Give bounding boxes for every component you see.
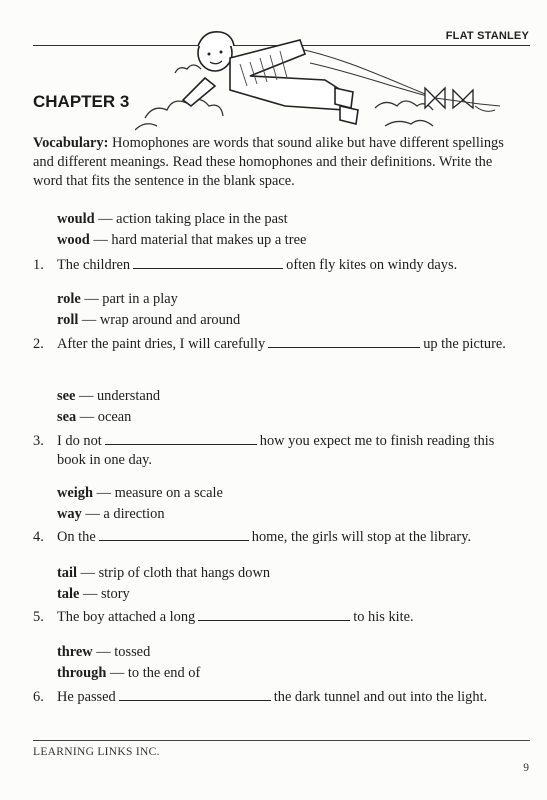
question-number: 4. — [33, 529, 44, 545]
question-text: home, the girls will stop at the library. — [251, 529, 472, 545]
question-number: 3. — [33, 433, 44, 449]
question-text: the dark tunnel and out into the light. — [273, 689, 488, 705]
homophone-pair — [57, 563, 270, 605]
question — [33, 688, 523, 707]
homophone-definition: — to the end of — [106, 665, 201, 681]
answer-blank[interactable] — [198, 608, 350, 621]
flying-boy-kite-illustration — [135, 18, 505, 146]
publisher-name: LEARNING LINKS INC. — [33, 746, 160, 758]
question — [33, 335, 523, 354]
answer-blank[interactable] — [105, 432, 257, 445]
question-number: 2. — [33, 336, 44, 352]
question-number: 6. — [33, 689, 44, 705]
question-text: I do not — [57, 433, 102, 449]
question — [33, 528, 523, 547]
question — [33, 256, 523, 275]
question-text: He passed — [57, 689, 116, 705]
question-text: After the paint dries, I will carefully — [57, 336, 266, 352]
homophone-definition: — hard material that makes up a tree — [89, 232, 307, 248]
homophone-word: wood — [57, 232, 90, 248]
homophone-pair — [57, 642, 200, 684]
homophone-definition: — a direction — [81, 506, 165, 522]
homophone-definition: — tossed — [92, 644, 151, 660]
homophone-word: way — [57, 506, 82, 522]
question — [33, 432, 523, 470]
homophone-pair — [57, 209, 306, 251]
homophone-word: role — [57, 291, 81, 307]
question-text: up the picture. — [423, 336, 506, 352]
homophone-word: see — [57, 388, 76, 404]
homophone-definition: — understand — [75, 388, 161, 404]
question-text: to his kite. — [353, 609, 414, 625]
homophone-definition: — action taking place in the past — [94, 211, 288, 227]
homophone-word: tail — [57, 565, 77, 581]
question-text: The children — [57, 257, 131, 273]
homophone-definition: — ocean — [76, 409, 132, 425]
chapter-title: CHAPTER 3 — [33, 92, 130, 111]
homophone-definition: — strip of cloth that hangs down — [76, 565, 271, 581]
answer-blank[interactable] — [99, 528, 249, 541]
homophone-pair — [57, 483, 223, 525]
footer-rule — [33, 740, 530, 741]
instructions-text: Homophones are words that sound alike but have different spellings and different meanings. Read these homophones and their definitions. Write the word that fits the sentence in the blank space. — [33, 135, 504, 189]
homophone-word: roll — [57, 312, 79, 328]
question-text: On the — [57, 529, 96, 545]
homophone-pair — [57, 289, 240, 331]
homophone-definition: — story — [79, 586, 130, 602]
homophone-word: tale — [57, 586, 80, 602]
question-text: often fly kites on windy days. — [286, 257, 458, 273]
answer-blank[interactable] — [133, 256, 283, 269]
question-text: how you expect me to finish reading this book in one day. — [57, 433, 495, 468]
answer-blank[interactable] — [268, 335, 420, 348]
vocabulary-label: Vocabulary: — [33, 135, 109, 151]
vocabulary-instructions — [33, 134, 523, 191]
question-text: The boy attached a long — [57, 609, 196, 625]
question — [33, 608, 523, 627]
homophone-pair — [57, 386, 160, 428]
homophone-definition: — wrap around and around — [78, 312, 241, 328]
question-number: 5. — [33, 609, 44, 625]
homophone-word: would — [57, 211, 95, 227]
page-number: 9 — [523, 762, 529, 774]
homophone-definition: — measure on a scale — [92, 485, 223, 501]
homophone-definition: — part in a play — [80, 291, 178, 307]
homophone-word: threw — [57, 644, 93, 660]
homophone-word: weigh — [57, 485, 93, 501]
question-number: 1. — [33, 257, 44, 273]
answer-blank[interactable] — [119, 688, 271, 701]
homophone-word: through — [57, 665, 107, 681]
series-title: FLAT STANLEY — [445, 30, 529, 42]
homophone-word: sea — [57, 409, 77, 425]
